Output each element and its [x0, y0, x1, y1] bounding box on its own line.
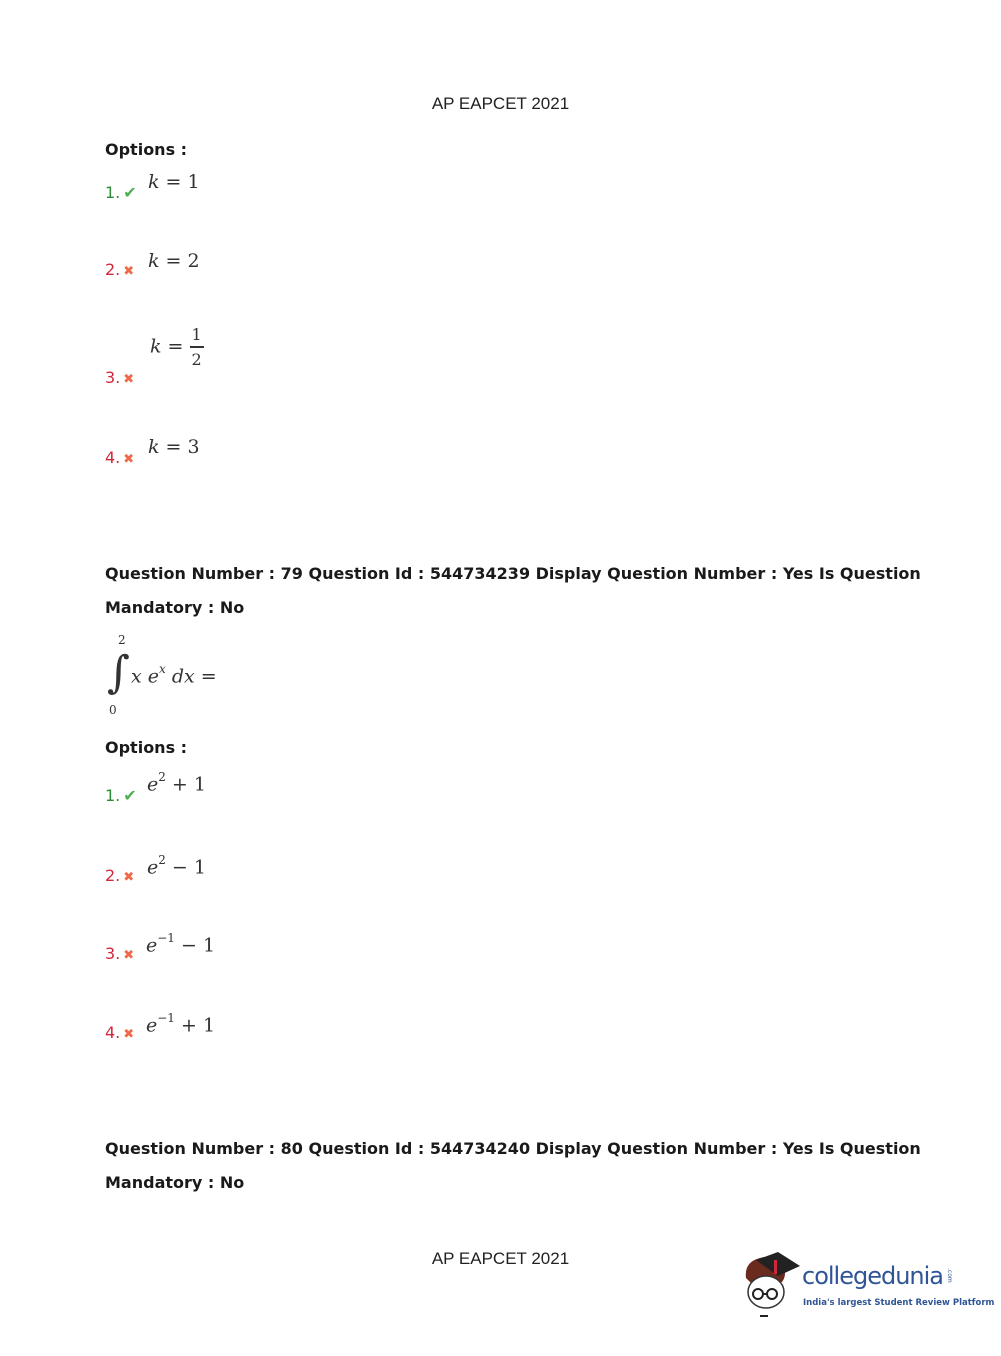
math-value: 1	[187, 171, 200, 193]
math-rest: + 1	[165, 773, 206, 796]
math-exponent: −1	[157, 1011, 175, 1025]
option-4-math	[148, 436, 200, 458]
option-number: 2.	[105, 260, 121, 279]
math-base: e	[146, 1014, 158, 1037]
math-eq: =	[159, 436, 188, 458]
math-exponent: x	[159, 662, 166, 676]
question-80-meta: Question Number : 80 Question Id : 544734240 Display Question Number : Yes Is Question	[105, 1139, 921, 1158]
wrong-cross-icon: ✖	[123, 948, 135, 963]
wrong-cross-icon: ✖	[123, 452, 135, 467]
question-80-mandatory: Mandatory : No	[105, 1173, 245, 1192]
correct-check-icon: ✔	[123, 183, 137, 202]
math-base: e	[147, 773, 159, 796]
options-label: Options :	[105, 140, 188, 159]
math-eq: =	[161, 335, 190, 358]
math-rest: + 1	[174, 1014, 216, 1037]
logo-tagline: India's largest Student Review Platform	[803, 1298, 995, 1308]
math-base: e	[147, 665, 160, 688]
logo-wordmark-row	[802, 1262, 952, 1290]
logo-wordmark: collegedunia	[802, 1262, 944, 1290]
math-var: x	[131, 665, 142, 688]
option-3-math	[150, 326, 204, 369]
math-var: k	[148, 171, 160, 193]
option-number: 4.	[105, 1023, 121, 1042]
correct-check-icon: ✔	[123, 786, 137, 805]
math-eq: =	[159, 171, 188, 193]
wrong-cross-icon: ✖	[123, 870, 135, 885]
collegedunia-logo	[742, 1248, 995, 1320]
option-2-math	[147, 855, 206, 878]
option-4-math	[146, 1013, 215, 1036]
option-number: 2.	[105, 866, 121, 885]
math-eq: =	[200, 665, 217, 688]
integral-sign: ∫	[107, 647, 130, 698]
wrong-cross-icon: ✖	[123, 1027, 135, 1042]
wrong-cross-icon: ✖	[123, 372, 135, 387]
option-1-math	[147, 772, 206, 795]
question-79-meta: Question Number : 79 Question Id : 544734239 Display Question Number : Yes Is Question	[105, 564, 921, 583]
option-3-math	[146, 933, 215, 956]
page-header: AP EAPCET 2021	[431, 94, 570, 113]
option-1	[105, 786, 137, 805]
wrong-cross-icon: ✖	[123, 264, 135, 279]
logo-suffix: .com	[946, 1268, 954, 1283]
math-exponent: 2	[158, 770, 166, 784]
page-footer: AP EAPCET 2021	[431, 1249, 570, 1268]
integral-upper-limit: 2	[118, 633, 126, 647]
math-eq: =	[159, 250, 188, 272]
option-2	[105, 866, 134, 885]
denominator: 2	[191, 350, 202, 369]
math-value: 2	[187, 250, 200, 272]
math-var: k	[148, 436, 160, 458]
math-differential: dx	[171, 665, 195, 688]
fraction	[190, 326, 204, 369]
math-var: k	[150, 335, 162, 358]
options-label: Options :	[105, 738, 188, 757]
math-base: e	[146, 934, 158, 957]
option-number: 3.	[105, 368, 121, 387]
option-number: 1.	[105, 786, 121, 805]
question-79-integral	[103, 634, 243, 720]
option-2	[105, 260, 134, 279]
mascot-logo-icon	[742, 1248, 802, 1318]
math-rest: − 1	[165, 856, 206, 879]
option-4	[105, 1023, 134, 1042]
option-1-math	[148, 171, 200, 193]
option-2-math	[148, 250, 200, 272]
option-3	[105, 368, 134, 387]
question-79-mandatory: Mandatory : No	[105, 598, 245, 617]
math-exponent: 2	[158, 853, 166, 867]
option-number: 3.	[105, 944, 121, 963]
option-number: 1.	[105, 183, 121, 202]
option-4	[105, 448, 134, 467]
math-base: e	[147, 856, 159, 879]
option-3	[105, 944, 134, 963]
math-var: k	[148, 250, 160, 272]
math-rest: − 1	[174, 934, 216, 957]
numerator: 1	[190, 326, 204, 348]
math-value: 3	[187, 436, 200, 458]
integral-lower-limit: 0	[109, 703, 117, 717]
option-number: 4.	[105, 448, 121, 467]
option-1	[105, 183, 137, 202]
math-exponent: −1	[157, 931, 175, 945]
